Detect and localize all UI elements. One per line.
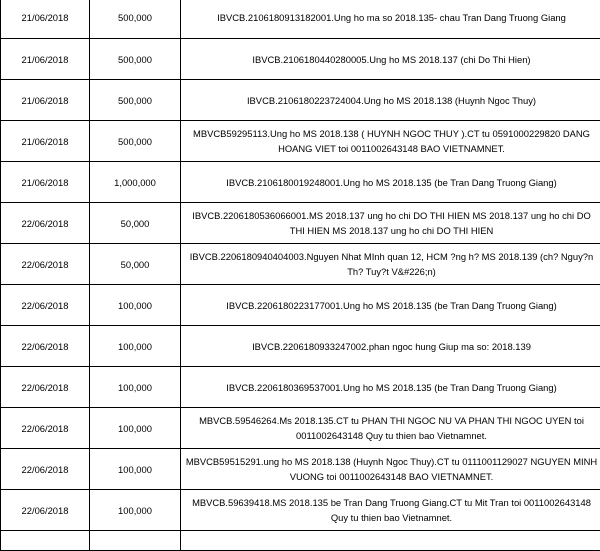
amount-cell <box>90 531 181 551</box>
amount-cell: 500,000 <box>90 80 181 121</box>
date-cell: 21/06/2018 <box>1 80 90 121</box>
amount-cell: 100,000 <box>90 490 181 531</box>
description-cell: IBVCB.2106180440280005.Ung ho MS 2018.137 (chi Do Thi Hien) <box>181 39 600 80</box>
table-row <box>1 326 600 367</box>
table-row <box>1 490 600 531</box>
description-cell <box>181 531 600 551</box>
date-cell: 22/06/2018 <box>1 285 90 326</box>
table-row <box>1 80 600 121</box>
table-row <box>1 39 600 80</box>
description-cell: MBVCB59515291.ung ho MS 2018.138 (Huynh Ngoc Thuy).CT tu 0111001129027 NGUYEN MINH VUONG toi 0011002643148 BAO VIETNAMNET. <box>181 449 600 490</box>
description-cell: IBVCB.2206180536066001.MS 2018.137 ung ho chi DO THI HIEN MS 2018.137 ung ho chi DO THI HIEN MS 2018.137 ung ho chi DO THI HIEN <box>181 203 600 244</box>
table-row <box>1 531 600 551</box>
table-row <box>1 0 600 39</box>
description-cell: IBVCB.2206180933247002.phan ngoc hung Giup ma so: 2018.139 <box>181 326 600 367</box>
table-row <box>1 285 600 326</box>
date-cell: 22/06/2018 <box>1 490 90 531</box>
description-cell: MBVCB59295113.Ung ho MS 2018.138 ( HUYNH NGOC THUY ).CT tu 0591000229820 DANG HOANG VIET toi 0011002643148 BAO VIETNAMNET. <box>181 121 600 162</box>
description-cell: IBVCB.2106180019248001.Ung ho MS 2018.135 (be Tran Dang Truong Giang) <box>181 162 600 203</box>
description-cell: IBVCB.2206180369537001.Ung ho MS 2018.135 (be Tran Dang Truong Giang) <box>181 367 600 408</box>
table-row <box>1 121 600 162</box>
amount-cell: 50,000 <box>90 244 181 285</box>
description-cell: IBVCB.2206180940404003.Nguyen Nhat MInh quan 12, HCM ?ng h? MS 2018.139 (ch? Nguy?n Th? Tuy?t V&#226;n) <box>181 244 600 285</box>
amount-cell: 500,000 <box>90 0 181 39</box>
table-row <box>1 244 600 285</box>
donation-table-body <box>1 0 600 551</box>
description-cell: IBVCB.2106180913182001.Ung ho ma so 2018.135- chau Tran Dang Truong Giang <box>181 0 600 39</box>
description-cell: IBVCB.2106180223724004.Ung ho MS 2018.138 (Huynh Ngoc Thuy) <box>181 80 600 121</box>
table-row <box>1 162 600 203</box>
table-row <box>1 367 600 408</box>
table-row <box>1 449 600 490</box>
amount-cell: 50,000 <box>90 203 181 244</box>
amount-cell: 1,000,000 <box>90 162 181 203</box>
description-cell: MBVCB.59639418.MS 2018.135 be Tran Dang Truong Giang.CT tu Mit Tran toi 0011002643148 Quy tu thien bao Vietnamnet. <box>181 490 600 531</box>
date-cell <box>1 531 90 551</box>
amount-cell: 500,000 <box>90 121 181 162</box>
amount-cell: 100,000 <box>90 367 181 408</box>
table-row <box>1 408 600 449</box>
amount-cell: 100,000 <box>90 326 181 367</box>
amount-cell: 500,000 <box>90 39 181 80</box>
date-cell: 22/06/2018 <box>1 408 90 449</box>
description-cell: IBVCB.2206180223177001.Ung ho MS 2018.135 (be Tran Dang Truong Giang) <box>181 285 600 326</box>
description-cell: MBVCB.59546264.Ms 2018.135.CT tu PHAN THI NGOC NU VA PHAN THI NGOC UYEN toi 0011002643148 Quy tu thien bao Vietnamnet. <box>181 408 600 449</box>
amount-cell: 100,000 <box>90 408 181 449</box>
date-cell: 22/06/2018 <box>1 326 90 367</box>
date-cell: 22/06/2018 <box>1 244 90 285</box>
table-row <box>1 203 600 244</box>
amount-cell: 100,000 <box>90 449 181 490</box>
date-cell: 22/06/2018 <box>1 367 90 408</box>
date-cell: 22/06/2018 <box>1 203 90 244</box>
date-cell: 21/06/2018 <box>1 0 90 39</box>
date-cell: 21/06/2018 <box>1 162 90 203</box>
amount-cell: 100,000 <box>90 285 181 326</box>
date-cell: 21/06/2018 <box>1 121 90 162</box>
date-cell: 22/06/2018 <box>1 449 90 490</box>
date-cell: 21/06/2018 <box>1 39 90 80</box>
